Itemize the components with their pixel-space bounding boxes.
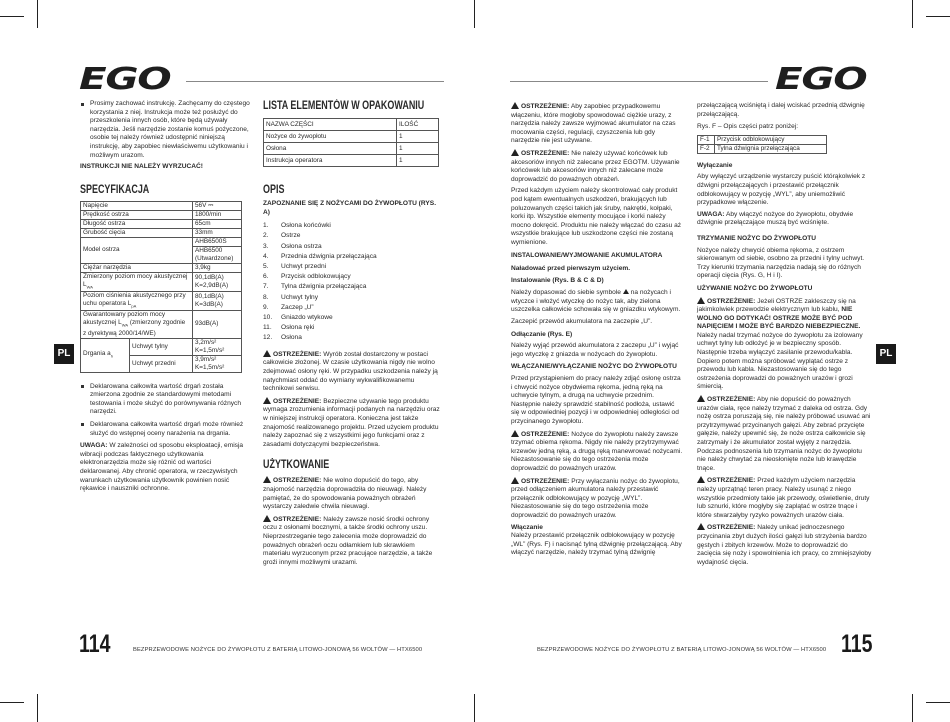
spec-row: Napięcie 56V ⎓ — [81, 201, 242, 210]
warning-block: OSTRZEŻENIE: Nie należy używać końcówek lub akcesoriów innych niż zalecane przez EGOTM. Używanie końcówek lub akcesoriów innych niż zalecane może doprowadzić do poważnych obrażeń. — [511, 149, 680, 183]
opis-item: 4. Przednia dźwignia przełączająca — [263, 252, 377, 260]
onoff-heading: WŁĄCZANIE/WYŁĄCZANIE NOŻYC DO ŻYWOPŁOTU — [511, 363, 677, 371]
triangle-symbol-icon — [623, 289, 629, 294]
warning-icon — [263, 476, 271, 483]
hold-heading: TRZYMANIE NOŻYC DO ŻYWOPŁOTU — [697, 234, 817, 242]
page-number-right: 115 — [841, 630, 873, 658]
ego-logo-left: EGO — [79, 62, 171, 97]
opis-item: 12. Osłona — [263, 334, 302, 342]
opis-item: 10. Gniazdo wtykowe — [263, 313, 333, 321]
parts-heading: LISTA ELEMENTÓW W OPAKOWANIU — [263, 100, 425, 112]
charge-heading: Naładować przed pierwszym użyciem. — [511, 265, 631, 273]
ego-logo-right: EGO — [775, 62, 867, 97]
opis-item: 6. Przycisk odblokowujący — [263, 273, 351, 281]
warning-block: OSTRZEŻENIE: Nie wolno dopuścić do tego, aby znajomość narzędzia doprowadziła do nieuwagi. Należy pamiętać, że do spowodowania poważnych obrażeń wystarczy zaledwie chwila nieuwagi. — [263, 477, 427, 511]
header-rule-right — [510, 81, 768, 82]
spec-row: Prędkość ostrza 1800/min — [81, 210, 242, 219]
opis-list — [263, 222, 443, 343]
warning-block: OSTRZEŻENIE: Bezpieczne używanie tego produktu wymaga zrozumienia informacji podanych na narzędziu oraz w niniejszej instrukcji operatora. Konieczna jest także znajomość realizowanego projektu. Przed użyciem produktu należy zapoznać się z wszystkimi jego funkcjami oraz z zasadami dotyczącymi bezpieczeństwa. — [263, 397, 440, 448]
intro-bullet: Prosimy zachować instrukcję. Zachęcamy do częstego korzystania z niej. Instrukcja może też posłużyć do przeszkolenia innych osób, które będą używały narzędzia. Jeśli narzędzie zostanie komuś pożyczone, osobie tej należy również udostępnić niniejszą instrukcję, aby zapobiec niewłaściwemu użytkowaniu i możliwym urazom. — [80, 100, 250, 160]
decl-bullet: Deklarowana całkowita wartość drgań została zmierzona zgodnie ze standardowymi metodami testowania i może służyć do porównywania różnych narzędzi. — [80, 383, 250, 417]
opis-item: 1. Osłona końcówki — [263, 222, 331, 230]
off-paragraph: Aby wyłączyć urządzenie wystarczy puścić którąkolwiek z dźwigni przełączających i przestawić przełącznik odblokowujący w pozycję „WYL”, aby uniemożliwić przypadkowe włączenie. — [697, 173, 866, 207]
detach-paragraph: Należy wyjąć przewód akumulatora z zaczepu „U” i wyjąć jego wtyczkę z gniazda w nożycach do żywopłotu. — [511, 342, 679, 358]
spec-row-sound-pressure: Poziom ciśnienia akustycznego przy uchu operatora $L_{pA}$ 80,1dB(A) K=3dB(A) — [81, 292, 242, 311]
spec-row-model: Model ostrza AHB6500S — [81, 237, 242, 246]
spec-row-weight: Ciężar narzędzia 3,9kg — [81, 263, 242, 272]
spec-row-vibration: Drgania $a_h$ Uchwyt tylny 3,2m/s² K=1,5m/s² — [81, 338, 242, 355]
parts-row: Nożyce do żywopłotu 1 — [264, 131, 439, 143]
opis-item: 11. Osłona ręki — [263, 324, 315, 332]
rys-f-caption: Rys. F – Opis części patrz poniżej: — [697, 123, 799, 131]
warning-block: OSTRZEŻENIE: Nożyce do żywopłotu należy zawsze trzymać obiema rękoma. Nigdy nie należy przytrzymywać krzewów jedną ręką, a drugą ręką manewrować nożycami. Niezastosowanie się do tego ostrzeżenia może doprowadzić do poważnych urazów. — [511, 430, 683, 472]
footer-left: BEZPRZEWODOWE NOŻYCE DO ŻYWOPŁOTU Z BATERIĄ LITOWO-JONOWĄ 56 WOLTÓW — HTX6500 — [133, 647, 423, 653]
rys-f-table — [697, 135, 827, 154]
parts-header-row: NAZWA CZĘŚCI ILOŚĆ — [264, 119, 439, 131]
warning-icon — [511, 149, 519, 156]
opis-heading: OPIS — [263, 184, 285, 196]
install-heading: INSTALOWANIE/WYJMOWANIE AKUMULATORA — [511, 251, 663, 259]
warning-icon — [697, 476, 705, 483]
on-heading: Włączanie — [511, 523, 543, 531]
usage-heading: UŻYTKOWANIE — [263, 459, 330, 472]
hold-paragraph: Nożyce należy chwycić obiema rękoma, z ostrzem skierowanym od siebie, osobno za przedni i tylny uchwyt. Trzy kierunki trzymania narzędzia nadają się do różnych operacji cięcia (Rys. G, H i I). — [697, 246, 865, 280]
spec-row-sound-power: Zmierzony poziom mocy akustycznej $L_{WA}$ 90,1dB(A) K=2,9dB(A) — [81, 272, 242, 291]
inspection-paragraph: Przed każdym użyciem należy skontrolować cały produkt pod kątem ewentualnych uszkodzeń, brakujących lub poluzowanych części takich jak śruby, nakrętki, kołpaki, korki itp. Wszystkie elementy mocujące i korki należy mocno dokręcić. Produktu nie należy włączać do czasu aż wszystkie brakujące lub uszkodzone części nie zostaną wymienione. — [511, 187, 682, 246]
spec-heading: SPECYFIKACJA — [80, 183, 150, 196]
opis-item: 5. Uchwyt przedni — [263, 262, 327, 270]
right-col-2 — [697, 102, 872, 570]
opis-item: 9. Zaczep „U” — [263, 303, 314, 311]
right-col-1 — [511, 102, 683, 561]
lang-tab-right: PL — [876, 344, 896, 364]
install-subheading: Instalowanie (Rys. B & C & D) — [511, 276, 604, 284]
warning-icon — [511, 102, 519, 109]
rys-f-row: F-1 Przycisk odblokowujący — [698, 135, 827, 144]
warning-icon — [511, 430, 519, 437]
opis-item: 8. Uchwyt tylny — [263, 293, 319, 301]
uwaga-note-right: UWAGA: Aby włączyć nożyce do żywopłotu, obydwie dźwignie przełączające muszą być wciśnięte. — [697, 210, 854, 227]
off-heading: Wyłączanie — [697, 161, 733, 169]
header-rule-left — [186, 81, 444, 82]
warning-block: OSTRZEŻENIE: Jeżeli OSTRZE zakleszczy się na jakimkolwiek przewodzie elektrycznym lub kablu, NIE WOLNO GO DOTYKAĆ! OSTRZE MOŻE BYĆ POD NAPIĘCIEM I MOŻE BYĆ BARDZO NIEBEZPIECZNE. Należy nadal trzymać nożyce do żywopłotu za izolowany uchwyt tylny lub odłożyć je w bezpieczny sposób. Następnie trzeba wyłączyć zasilanie przewodu/kabla. Dopiero potem można spróbować wyplątać ostrze z przewodu lub kabla. Niezastosowanie się do tego ostrzeżenia doprowadzi do poważnych urazów i grozi śmiercią. — [697, 297, 863, 391]
opis-subheading: ZAPOZNANIE SIĘ Z NOŻYCAMI DO ŻYWOPŁOTU (RYS. A) — [263, 200, 437, 216]
warning-block: OSTRZEŻENIE: Wyrób został dostarczony w postaci całkowicie złożonej. W czasie użytkowania nigdy nie wolno zdejmować osłony ręki. W przypadku uszkodzenia należy ją natychmiast oddać do wymiany wykwalifikowanemu technikowi serwisu. — [263, 350, 438, 393]
spec-row: Długość ostrza 65cm — [81, 219, 242, 228]
spec-table: Napięcie 56V ⎓ Prędkość ostrza 1800/min Długość ostrza 65cm Grubość cięcia 33mm Model ostrza AHB6500S AHB6500 (Utwardzone) Ciężar narzędzia 3,9kg Zmierzony poziom mocy akustycznej $L_{WA}$ 90,1dB(A) K=2,9dB(A) Poziom ciśnienia akustycznego przy uchu operatora $L_{pA}$ 80,1dB(A) K=3dB(A) Gwarantowany poziom mocy akustycznej $L_{WA}$ (zmierzony zgodnie z dyrektywą 2000/14/WE) 93dB(A) Drgania $a_h$ Uchwyt tylny 3,2m/s² K=1,5m/s² Uchwyt przedni 3,9m/s² K=1,5m/s² — [80, 201, 242, 373]
warning-block: OSTRZEŻENIE: Przed każdym użyciem narzędzia należy uprzątnąć teren pracy. Należy usunąć z niego wszystkie przedmioty takie jak przewody, oświetlenie, druty lub sznurki, które mogłyby się zaplątać w ostrze tnące i które stwarzałyby ryzyko poważnych urazów ciała. — [697, 477, 870, 519]
warning-block: OSTRZEŻENIE: Przy wyłączaniu nożyc do żywopłotu, przed odłączeniem akumulatora należy przestawić przełącznik odblokowujący w pozycję „WYL”. Niezastosowanie się do tego ostrzeżenia może doprowadzić do poważnych urazów. — [511, 477, 680, 519]
opis-item: 3. Osłona ostrza — [263, 242, 322, 250]
spec-row-guaranteed: Gwarantowany poziom mocy akustycznej $L_{WA}$ (zmierzony zgodnie z dyrektywą 2000/14/WE) 93dB(A) — [81, 311, 242, 338]
opis-item: 7. Tylna dźwignia przełączająca — [263, 283, 367, 291]
warning-block: OSTRZEŻENIE: Aby zapobiec przypadkowemu włączeniu, które mogłoby spowodować ciężkie urazy, z narzędzia należy zawsze wyjmować akumulator na czas mocowania części, regulacji, czyszczenia lub gdy narzędzie nie jest używane. — [511, 103, 676, 145]
warning-icon — [697, 395, 705, 402]
footer-right: BEZPRZEWODOWE NOŻYCE DO ŻYWOPŁOTU Z BATERIĄ LITOWO-JONOWĄ 56 WOLTÓW — HTX6500 — [537, 647, 827, 653]
spec-row: Grubość cięcia 33mm — [81, 228, 242, 237]
on-paragraph: Należy przestawić przełącznik odblokowujący w pozycję „WL” (Rys. F) i nacisnąć tylną dźwignię przełączającą. Aby włączyć narzędzie, należy trzymać tylną dźwignię — [511, 532, 682, 557]
use-heading: UŻYWANIE NOŻYC DO ŻYWOPŁOTU — [697, 284, 813, 292]
detach-subheading: Odłączanie (Rys. E) — [511, 330, 573, 338]
page-number-left: 114 — [79, 630, 111, 658]
warning-icon — [511, 477, 519, 484]
lang-tab-left: PL — [54, 344, 74, 364]
install-paragraph: Należy dopasować do siebie symbole na nożycach i wtyczce i włożyć wtyczkę do nożyc tak, aby zielona uszczelka całkowicie schowała się w gniazdku wtykowym. — [511, 289, 681, 314]
opis-item: 2. Ostrze — [263, 232, 301, 240]
warning-icon — [697, 523, 705, 530]
warning-block: OSTRZEŻENIE: Należy unikać jednoczesnego przycinania zbyt dużych ilości gałęzi lub strzyżenia bardzo gęstych i zbitych krzewów. Może to doprowadzić do zacięcia się noży i spowolnienia ich pracy, co zmniejszyłoby wydajność cięcia. — [697, 524, 872, 566]
keep-note: INSTRUKCJI NIE NALEŻY WYRZUCAĆ! — [80, 163, 203, 171]
warning-icon — [263, 397, 271, 404]
warning-icon — [697, 297, 705, 304]
rys-f-row: F-2 Tylna dźwignia przełączająca — [698, 144, 827, 153]
continued-paragraph: przełączającą wciśniętą i dalej wciskać przednią dźwignię przełączającą. — [697, 102, 865, 118]
uwaga-note: UWAGA: W zależności od sposobu eksploatacji, emisja wibracji podczas faktycznego użytkowania elektronarzędzia może się różnić od wartości deklarowanej. Aby chronić operatora, w rzeczywistych warunkach użytkowania użytkownik powinien nosić rękawice i nauszniki ochronne. — [80, 442, 244, 493]
parts-row: Instrukcja operatora 1 — [264, 155, 439, 167]
warning-icon — [263, 515, 271, 522]
decl-bullet: Deklarowana całkowita wartość drgań może również służyć do wstępnej oceny narażenia na drgania. — [80, 421, 250, 438]
warning-icon — [263, 350, 271, 357]
install-hook-paragraph: Zaczepić przewód akumulatora na zaczepie „U”. — [511, 318, 653, 326]
left-col-1 — [80, 100, 250, 494]
warning-block: OSTRZEŻENIE: Należy zawsze nosić środki ochrony oczu z osłonami bocznymi, a także środki ochrony uszu. Nieprzestrzeganie tego zalecenia może doprowadzić do poważnych obrażeń oczu odłamkiem lub skrawkiem materiału wyrzuconym przez pracujące narzędzie, a także groźi innymi możliwymi urazami. — [263, 515, 433, 566]
onoff-paragraph: Przed przystąpieniem do pracy należy zdjąć osłonę ostrza i chwycić nożyce obydwiema rękoma, jedną ręką na uchwycie tylnym, a drugą na uchwycie przednim. Następnie należy sprawdzić stabilność podłoża, ustawić się w odpowiedniej pozycji i w odpowiedniej odległości od przycinanego żywopłotu. — [511, 375, 681, 425]
parts-table — [263, 118, 439, 167]
warning-block: OSTRZEŻENIE: Aby nie dopuścić do poważnych urazów ciała, ręce należy trzymać z daleka od ostrza. Gdy nożę ostrza poruszają się, nie należy próbować usuwać ani przytrzymywać przycinanych gałęzi. Aby zebrać przycięte gałęzie, należy upewnić się, że noże ostrza całkowicie się zatrzymały i że akumulator został wyjęty z narzędzia. Podczas podnoszenia lub trzymania nożyc do żywopłotu nie należy chwytać za nieosłonięte noże lub krawędzie tnące. — [697, 396, 871, 472]
left-col-2 — [263, 100, 443, 570]
parts-row: Osłona 1 — [264, 143, 439, 155]
